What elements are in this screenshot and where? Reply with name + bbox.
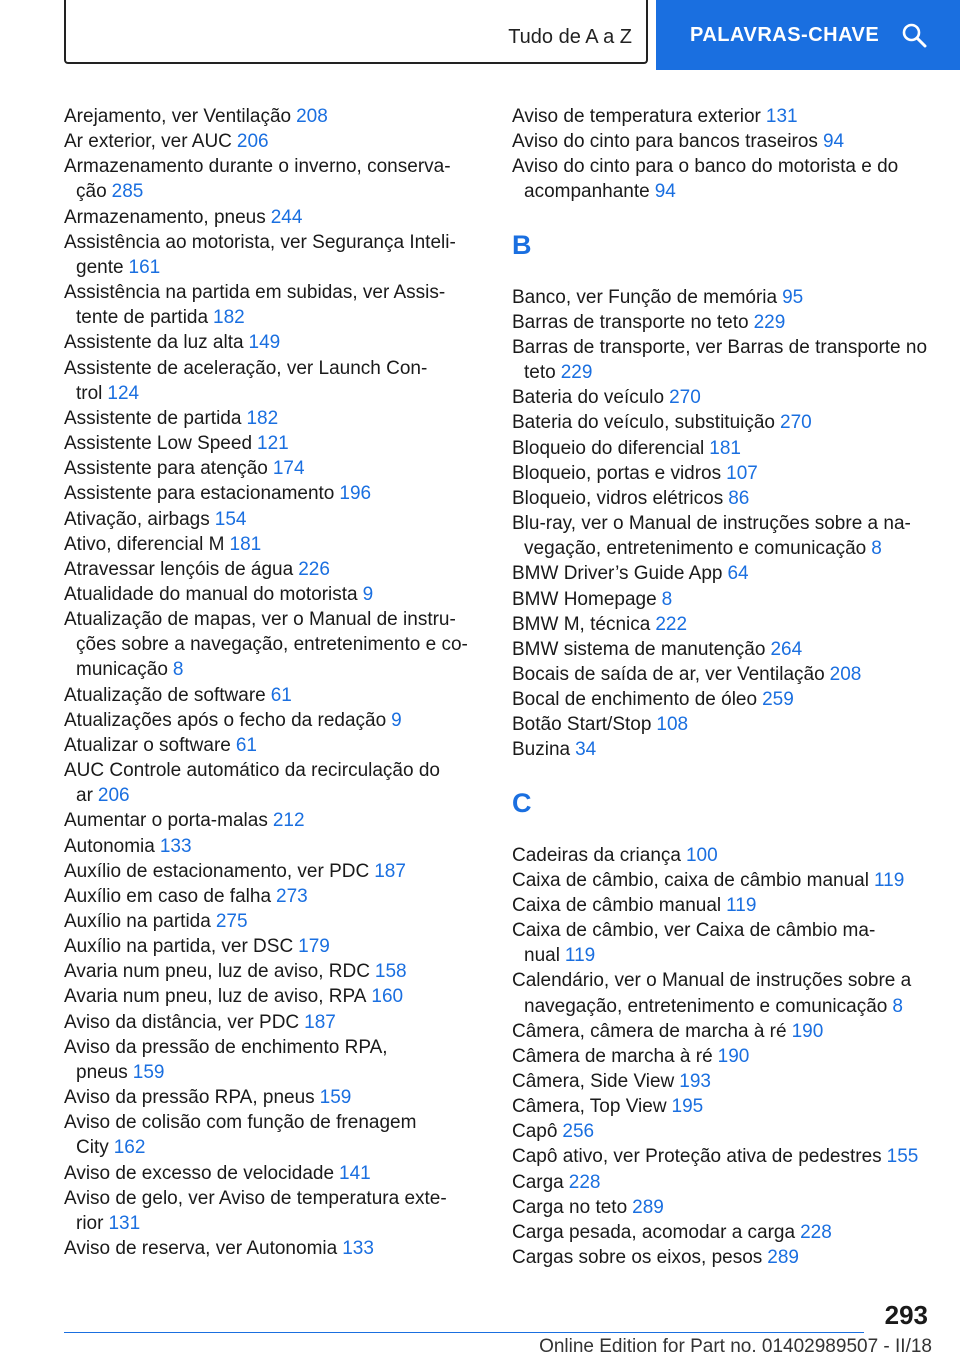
index-entry (512, 1119, 932, 1144)
page-link[interactable]: 141 (339, 1162, 371, 1184)
index-entry (512, 968, 932, 1018)
page-link[interactable]: 124 (107, 382, 140, 404)
index-entry (512, 843, 932, 868)
index-entry (512, 1170, 932, 1195)
page-link[interactable]: 161 (128, 256, 161, 278)
page-link[interactable]: 8 (172, 659, 184, 681)
page-link[interactable]: 226 (298, 558, 330, 580)
entry-text: Câmera, câmera de marcha à ré (512, 1020, 787, 1042)
index-entry (512, 410, 932, 435)
entry-text: Arejamento, ver Ventilação (64, 106, 292, 127)
page-number: 293 (884, 1300, 928, 1330)
page-link[interactable]: 270 (780, 412, 812, 434)
index-entry (64, 356, 468, 406)
index-entry (512, 1094, 932, 1119)
index-entry (64, 456, 468, 481)
page-link[interactable]: 94 (654, 181, 676, 203)
entry-text: Armazenamento durante o inverno, conservação (64, 156, 451, 203)
entry-text: Ativo, diferencial M (64, 533, 225, 555)
page-link[interactable]: 179 (298, 936, 330, 958)
index-entry (64, 507, 468, 532)
index-entry (512, 285, 932, 310)
entry-text: Aviso da pressão RPA, pneus (64, 1087, 315, 1109)
index-entry (64, 607, 468, 682)
entry-text: Aviso do cinto para bancos traseiros (512, 131, 818, 153)
page-link[interactable]: 61 (270, 684, 292, 706)
entry-text: Assistente da luz alta (64, 332, 244, 354)
page-link[interactable]: 133 (342, 1238, 374, 1260)
page-link[interactable]: 8 (661, 588, 673, 610)
page-link[interactable]: 212 (272, 810, 305, 832)
index-entry (512, 1245, 932, 1270)
index-entry (512, 1195, 932, 1220)
page-link[interactable]: 158 (374, 961, 407, 983)
page-link[interactable]: 270 (669, 387, 701, 409)
index-entry (64, 1161, 468, 1186)
entry-text: Aviso de reserva, ver Autonomia (64, 1238, 338, 1260)
index-group-a-continued (512, 104, 932, 205)
index-column-right (512, 104, 932, 1270)
entry-text: Aviso da distância, ver PDC (64, 1011, 300, 1033)
entry-text: Capô (512, 1121, 558, 1143)
entry-text: Carga pesada, acomodar a carga (512, 1221, 796, 1243)
index-entry (512, 1019, 932, 1044)
page-link[interactable]: 174 (272, 458, 305, 480)
page-link[interactable]: 208 (829, 663, 862, 685)
entry-text: BMW sistema de manutenção (512, 638, 766, 660)
index-entry (512, 561, 932, 586)
index-entry (512, 461, 932, 486)
footer-edition: Online Edition for Part no. 01402989507 - II/18 (539, 1336, 932, 1357)
index-entry (64, 1186, 468, 1236)
page-link[interactable]: 256 (562, 1121, 595, 1143)
page-link[interactable]: 181 (229, 533, 262, 555)
index-entry (64, 909, 468, 934)
page-link[interactable]: 182 (213, 307, 245, 329)
index-entry (512, 385, 932, 410)
entry-text: Bloqueio, vidros elétricos (512, 487, 724, 509)
index-entry (512, 587, 932, 612)
page-link[interactable]: 121 (257, 433, 289, 455)
index-entry (512, 436, 932, 461)
entry-text: Câmera de marcha à ré (512, 1045, 713, 1067)
section-letter-c: C (512, 787, 532, 818)
entry-text: Auxílio na partida (64, 911, 211, 932)
index-entry (64, 884, 468, 909)
index-entry (512, 154, 932, 204)
index-entry (64, 959, 468, 984)
index-entry (64, 1236, 468, 1261)
page-link[interactable]: 108 (656, 714, 689, 736)
entry-text: Caixa de câmbio manual (512, 894, 722, 916)
page-link[interactable]: 187 (374, 860, 406, 882)
page-link[interactable]: 181 (709, 437, 741, 459)
entry-text: Ativação, airbags (64, 508, 210, 530)
entry-text: Assistente para estacionamento (64, 483, 335, 505)
entry-text: Calendário, ver o Manual de instruções sobre a navegação, entretenimento e comunicação (512, 970, 912, 1017)
entry-text: Aviso de gelo, ver Aviso de temperatura exterior (64, 1187, 447, 1234)
entry-text: Assistência na partida em subidas, ver Assistente de partida (64, 282, 446, 329)
entry-text: Aumentar o porta-malas (64, 810, 268, 832)
entry-text: Aviso do cinto para o banco do motorista e do acompanhante (512, 156, 899, 203)
index-entry (512, 486, 932, 511)
entry-text: Câmera, Side View (512, 1071, 675, 1092)
page-link[interactable]: 119 (726, 894, 757, 916)
index-entry (512, 104, 932, 129)
entry-text: BMW M, técnica (512, 613, 651, 635)
page-link[interactable]: 86 (728, 487, 750, 509)
entry-text: Avaria num pneu, luz de aviso, RDC (64, 961, 370, 983)
page-link[interactable]: 289 (632, 1196, 664, 1218)
entry-text: Autonomia (64, 835, 155, 857)
index-entry (64, 532, 468, 557)
page-link[interactable]: 206 (236, 131, 269, 153)
index-entry (512, 918, 932, 968)
index-entry (64, 205, 468, 230)
entry-text: Assistente de partida (64, 407, 242, 429)
entry-text: Atualização de mapas, ver o Manual de instruções sobre a navegação, entretenimento e comunicação (64, 609, 468, 681)
page-link[interactable]: 222 (655, 613, 688, 635)
page-link[interactable]: 275 (215, 911, 248, 932)
index-entry (64, 834, 468, 859)
search-icon (901, 22, 927, 48)
index-entry (64, 984, 468, 1009)
entry-text: Bloqueio do diferencial (512, 437, 705, 459)
tab-label: Tudo de A a Z (508, 26, 632, 48)
page-link[interactable]: 190 (717, 1045, 750, 1067)
entry-text: Aviso de colisão com função de frenagem City (64, 1112, 417, 1159)
entry-text: Bocais de saída de ar, ver Ventilação (512, 663, 825, 685)
page-link[interactable]: 154 (214, 508, 247, 530)
keywords-button-label: PALAVRAS-CHAVE (690, 23, 880, 46)
entry-text: Botão Start/Stop (512, 714, 652, 736)
entry-text: Atualidade do manual do motorista (64, 583, 358, 605)
index-entry (64, 683, 468, 708)
entry-text: AUC Controle automático da recirculação do ar (64, 760, 440, 807)
index-entry (64, 431, 468, 456)
index-column-left (64, 104, 468, 1261)
index-entry (512, 1220, 932, 1245)
entry-text: Barras de transporte no teto (512, 311, 749, 333)
index-entry (512, 637, 932, 662)
page-link[interactable]: 133 (159, 835, 192, 857)
index-entry (64, 582, 468, 607)
entry-text: Ar exterior, ver AUC (64, 131, 232, 153)
page-link[interactable]: 193 (679, 1071, 711, 1092)
entry-text: Buzina (512, 739, 571, 761)
index-entry (64, 1010, 468, 1035)
entry-text: Bateria do veículo (512, 387, 665, 409)
page-link[interactable]: 34 (575, 739, 597, 761)
index-entry (64, 1035, 468, 1085)
page-link[interactable]: 244 (270, 206, 303, 228)
index-entry (64, 481, 468, 506)
entry-text: Blu-ray, ver o Manual de instruções sobre a navegação, entretenimento e comunicação (512, 513, 911, 560)
section-letter-b: B (512, 229, 532, 260)
index-entry (64, 934, 468, 959)
entry-text: Cargas sobre os eixos, pesos (512, 1247, 763, 1269)
entry-text: Aviso de temperatura exterior (512, 106, 761, 127)
index-entry (64, 557, 468, 582)
page-link[interactable]: 160 (371, 986, 404, 1008)
entry-text: Assistência ao motorista, ver Segurança Inteligente (64, 231, 456, 278)
index-entry (64, 104, 468, 129)
page-link[interactable]: 195 (671, 1096, 704, 1118)
page-link[interactable]: 182 (246, 407, 279, 429)
page-link[interactable]: 273 (276, 885, 308, 907)
entry-text: Cadeiras da criança (512, 844, 681, 866)
index-group-b (512, 285, 932, 763)
page-link[interactable]: 159 (319, 1087, 352, 1109)
index-entry (512, 662, 932, 687)
page-link[interactable]: 9 (391, 709, 402, 731)
page-link[interactable]: 206 (97, 785, 130, 807)
page-link[interactable]: 119 (873, 869, 905, 891)
entry-text: Câmera, Top View (512, 1096, 667, 1118)
page-link[interactable]: 285 (111, 181, 144, 203)
entry-text: Auxílio em caso de falha (64, 885, 272, 907)
page-link[interactable]: 187 (304, 1011, 336, 1033)
page-link[interactable]: 107 (726, 462, 758, 484)
entry-text: Atualizações após o fecho da redação (64, 709, 387, 731)
entry-text: Atravessar lençóis de água (64, 558, 294, 580)
page-link[interactable]: 94 (822, 131, 845, 153)
entry-text: Aviso da pressão de enchimento RPA, pneus (64, 1036, 388, 1083)
index-entry (512, 737, 932, 762)
page-link[interactable]: 190 (791, 1020, 824, 1042)
page-link[interactable]: 64 (727, 563, 749, 585)
index-group-c (512, 843, 932, 1271)
entry-text: Caixa de câmbio, ver Caixa de câmbio manual (512, 920, 876, 967)
index-entry (64, 1110, 468, 1160)
page-link[interactable]: 61 (235, 734, 257, 756)
page-link[interactable]: 259 (762, 689, 794, 711)
entry-text: Bocal de enchimento de óleo (512, 689, 758, 711)
entry-text: Assistente para atenção (64, 458, 268, 480)
page-link[interactable]: 149 (248, 332, 281, 354)
index-entry (64, 129, 468, 154)
page-link[interactable]: 289 (767, 1247, 799, 1269)
index-entry (512, 335, 932, 385)
entry-text: Barras de transporte, ver Barras de transporte no teto (512, 336, 928, 384)
entry-text: Carga (512, 1171, 564, 1193)
entry-text: Bloqueio, portas e vidros (512, 462, 722, 484)
entry-text: BMW Driver’s Guide App (512, 563, 723, 585)
entry-text: Atualizar o software (64, 734, 231, 756)
index-entry (512, 129, 932, 154)
page-link[interactable]: 131 (765, 106, 798, 127)
index-entry (512, 612, 932, 637)
page-link[interactable]: 8 (871, 538, 882, 560)
page-link[interactable]: 95 (782, 286, 804, 308)
page-link[interactable]: 196 (339, 483, 372, 505)
index-entry (512, 712, 932, 737)
page-link[interactable]: 229 (753, 311, 786, 333)
entry-text: Auxílio de estacionamento, ver PDC (64, 860, 370, 882)
index-entry (512, 687, 932, 712)
page-link[interactable]: 162 (113, 1137, 146, 1159)
index-entry (512, 868, 932, 893)
index-entry (64, 1085, 468, 1110)
index-entry (64, 708, 468, 733)
footer-divider (64, 1332, 864, 1333)
index-entry (64, 154, 468, 204)
entry-text: Auxílio na partida, ver DSC (64, 936, 294, 958)
entry-text: Bateria do veículo, substituição (512, 412, 775, 434)
entry-text: BMW Homepage (512, 588, 657, 610)
entry-text: Assistente de aceleração, ver Launch Control (64, 357, 428, 404)
index-entry (512, 1044, 932, 1069)
entry-text: Caixa de câmbio, caixa de câmbio manual (512, 869, 869, 891)
index-entry (512, 1069, 932, 1094)
page-link[interactable]: 100 (685, 844, 718, 866)
page-link[interactable]: 8 (892, 995, 903, 1017)
entry-text: Avaria num pneu, luz de aviso, RPA (64, 986, 367, 1008)
entry-text: Atualização de software (64, 684, 266, 706)
index-entry (64, 330, 468, 355)
index-entry (64, 733, 468, 758)
entry-text: Armazenamento, pneus (64, 206, 266, 228)
page-link[interactable]: 264 (770, 638, 803, 660)
page-link[interactable]: 131 (108, 1212, 141, 1234)
index-entry (512, 893, 932, 918)
index-entry (512, 1144, 932, 1169)
index-entry (64, 859, 468, 884)
page-link[interactable]: 9 (362, 583, 374, 605)
entry-text: Carga no teto (512, 1196, 628, 1218)
index-entry (64, 808, 468, 833)
page-link[interactable]: 208 (296, 106, 328, 127)
page-link[interactable]: 119 (564, 945, 596, 967)
page-link[interactable]: 159 (132, 1061, 165, 1083)
index-entry (64, 280, 468, 330)
page-link[interactable]: 155 (886, 1146, 919, 1168)
entry-text: Assistente Low Speed (64, 433, 253, 455)
index-entry (64, 230, 468, 280)
page-link[interactable]: 228 (800, 1221, 832, 1243)
index-entry (64, 758, 468, 808)
entry-text: Aviso de excesso de velocidade (64, 1162, 335, 1184)
page-link[interactable]: 229 (560, 362, 593, 384)
index-entry (512, 310, 932, 335)
entry-text: Capô ativo, ver Proteção ativa de pedestres (512, 1146, 882, 1168)
entry-text: Banco, ver Função de memória (512, 286, 778, 308)
index-entry (512, 511, 932, 561)
index-entry (64, 406, 468, 431)
keywords-button[interactable] (656, 0, 960, 70)
tab-tudo-de-a-a-z[interactable] (64, 0, 648, 64)
page-link[interactable]: 228 (568, 1171, 601, 1193)
